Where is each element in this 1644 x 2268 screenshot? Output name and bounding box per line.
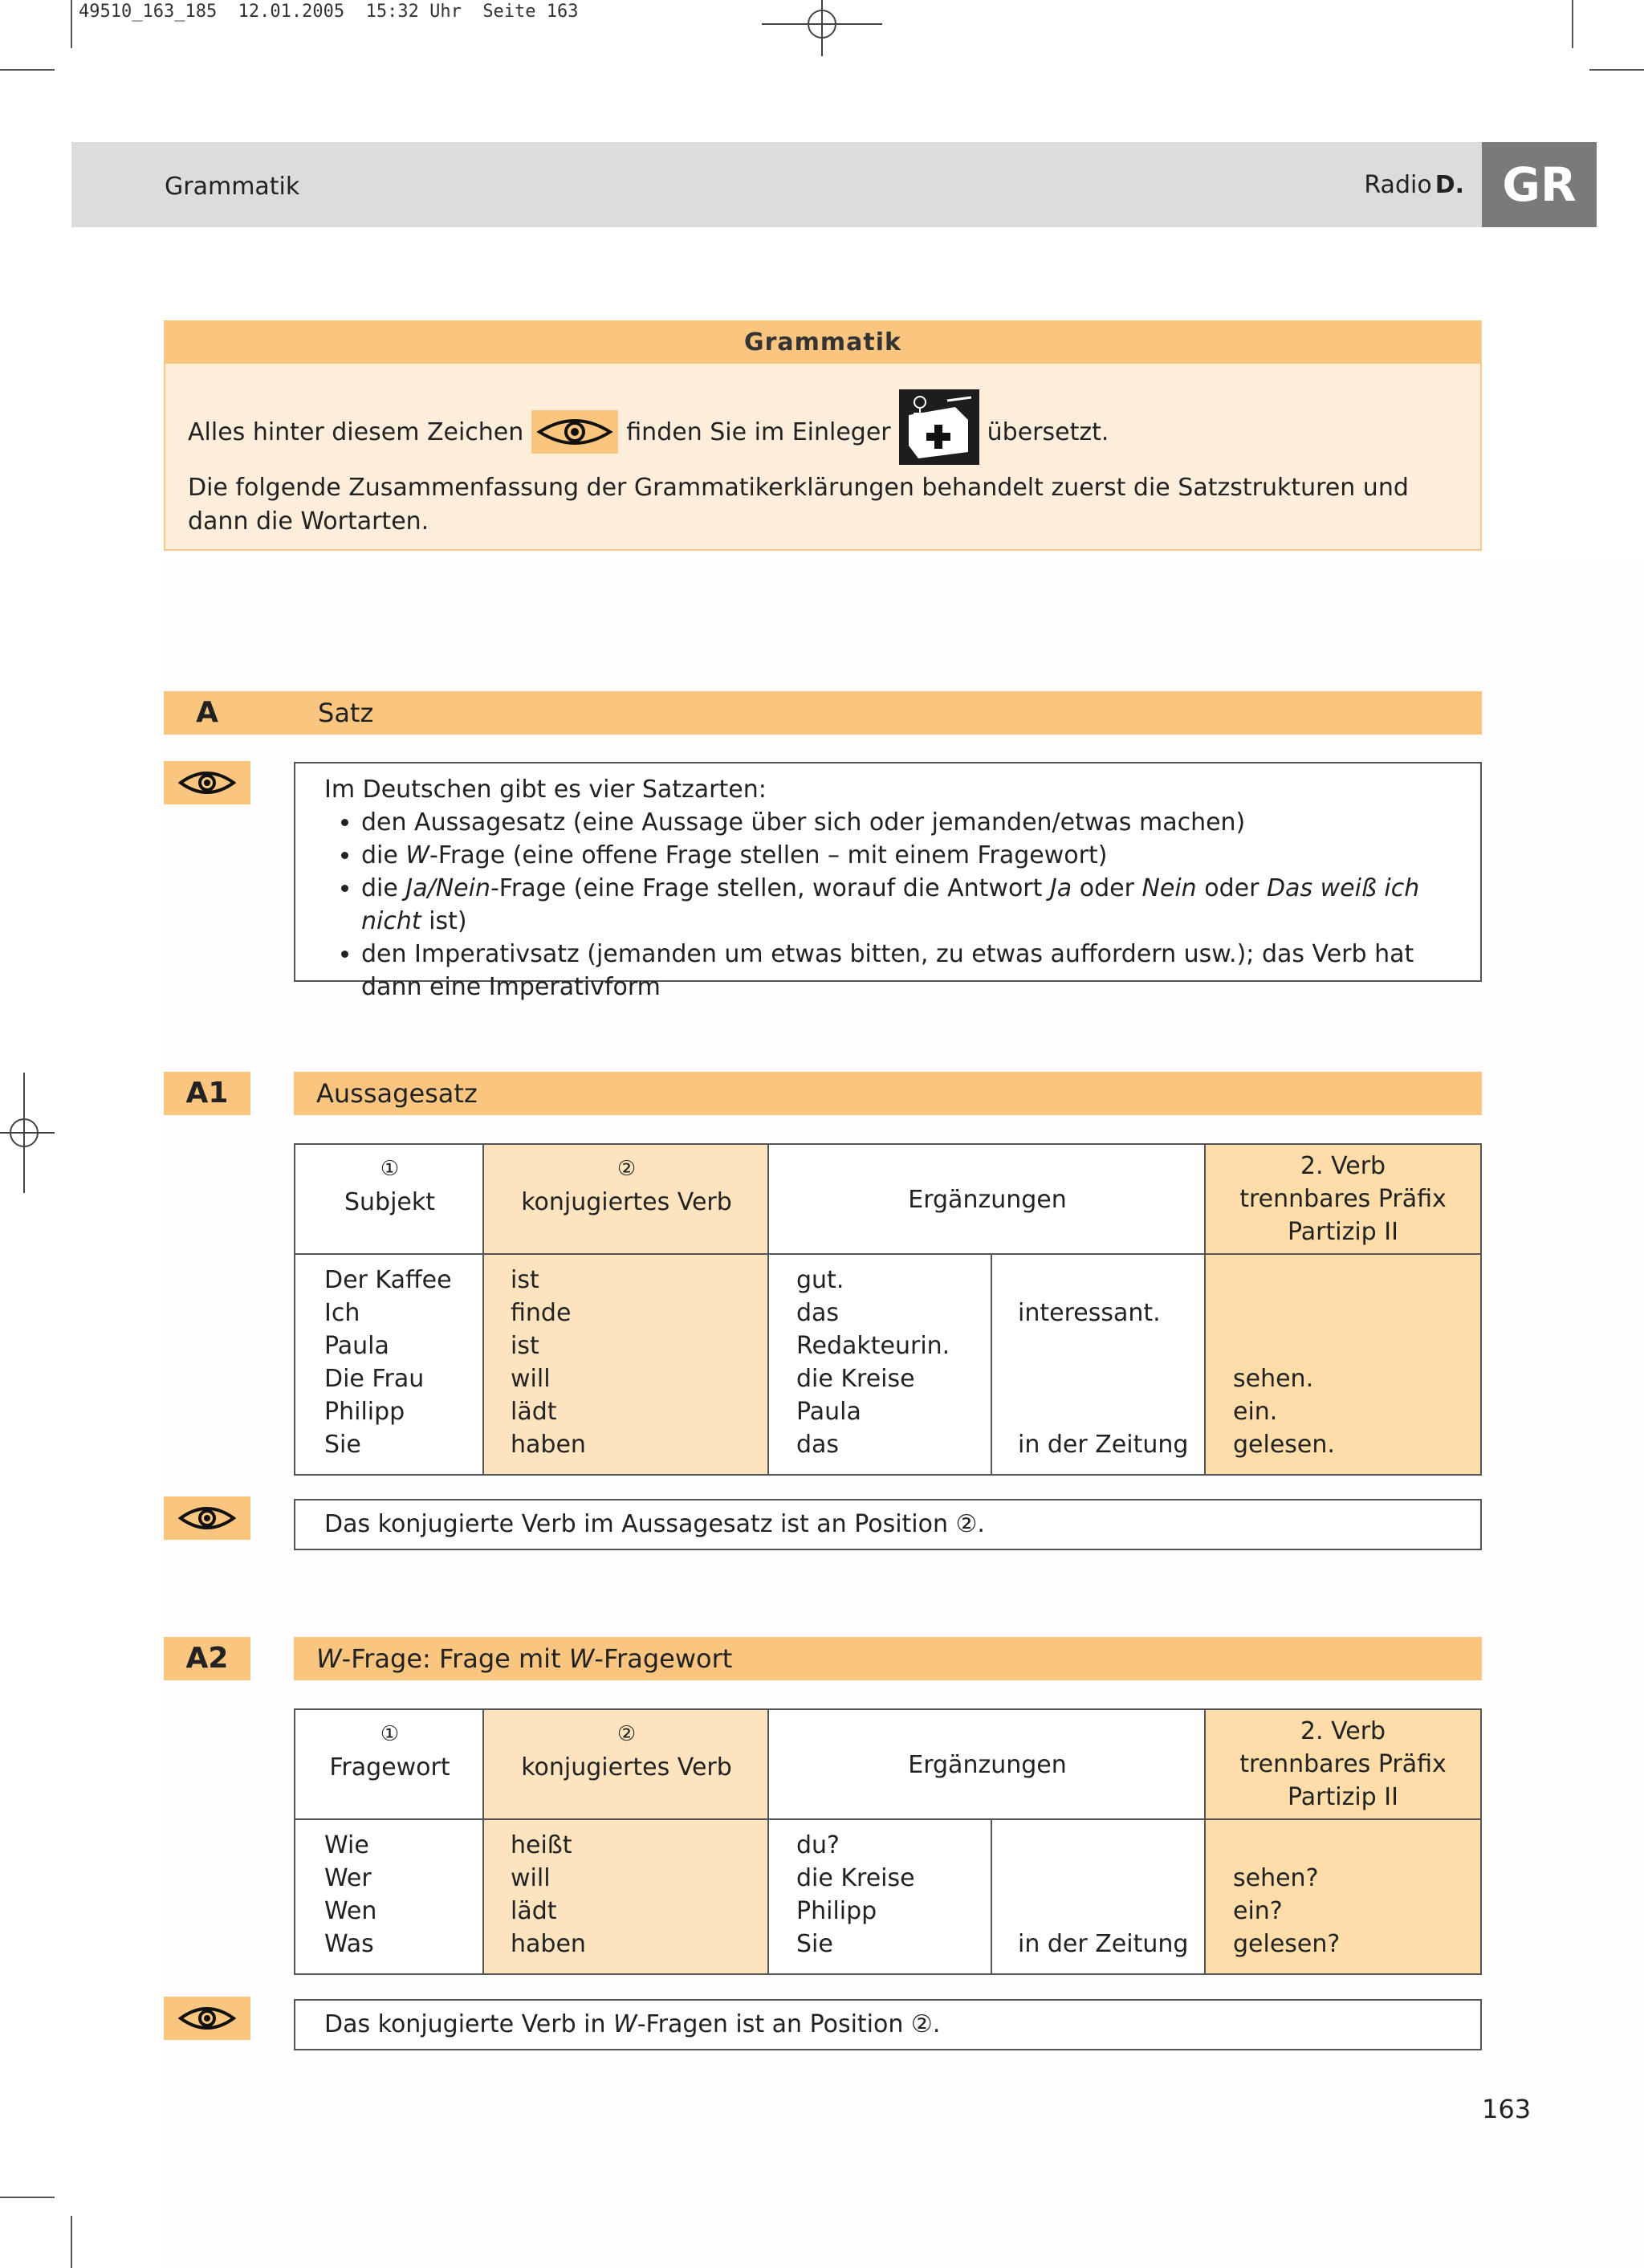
section-a-title: Satz xyxy=(318,698,374,728)
registration-line xyxy=(821,0,823,56)
list-item xyxy=(361,938,1451,1004)
header-label: 2. Verb xyxy=(1300,1717,1386,1745)
brand-prefix: Radio xyxy=(1364,171,1432,199)
crop-mark xyxy=(1572,0,1573,48)
header-cell xyxy=(295,1153,484,1219)
cell: gelesen? xyxy=(1233,1930,1341,1958)
cell: Wie xyxy=(324,1831,369,1859)
cell: ein. xyxy=(1233,1398,1278,1426)
print-slug: 49510_163_185 12.01.2005 15:32 Uhr Seite 163 xyxy=(79,2,579,22)
cell: in der Zeitung xyxy=(1018,1431,1189,1459)
cell: gut. xyxy=(796,1266,844,1294)
table-col-subject xyxy=(324,1264,452,1461)
cell: Sie xyxy=(324,1431,361,1459)
table-col-erg2 xyxy=(1018,1829,1188,1961)
cell xyxy=(1233,1329,1335,1362)
crop-mark xyxy=(71,0,72,48)
cell xyxy=(1233,1297,1335,1329)
cell: Redakteurin. xyxy=(796,1332,950,1360)
section-a1-label: A1 xyxy=(164,1072,250,1115)
registration-line xyxy=(0,1132,55,1134)
page-number: 163 xyxy=(1482,2094,1532,2124)
intro-text-middle: finden Sie im Einleger xyxy=(626,417,891,446)
intro-text-before: Alles hinter diesem Zeichen xyxy=(188,417,524,446)
intro-text-after: übersetzt. xyxy=(987,417,1109,446)
title-part: -Fragewort xyxy=(594,1643,733,1674)
cell: haben xyxy=(511,1431,586,1459)
eye-icon xyxy=(531,410,618,454)
list-item xyxy=(361,806,1451,839)
cell xyxy=(1018,1264,1188,1297)
note-part: Das konjugierte Verb in xyxy=(324,2010,614,2038)
table-col-sub xyxy=(991,1255,992,1474)
cell: will xyxy=(511,1365,551,1393)
crop-mark xyxy=(71,2216,72,2268)
eye-icon xyxy=(164,1496,250,1540)
section-a2-title xyxy=(294,1637,1482,1680)
crop-mark xyxy=(0,2197,55,2198)
table-col-frageword xyxy=(324,1829,376,1961)
intro-heading: Grammatik xyxy=(165,322,1480,364)
running-header xyxy=(71,142,1597,227)
list-item: • die W-Frage (eine offene Frage stellen – mit einem Fragewort) xyxy=(361,839,1451,872)
sentence-type-list xyxy=(332,806,1451,1004)
section-a1-title-bar xyxy=(294,1072,1482,1115)
section-a-label: A xyxy=(164,691,250,735)
position-number: ① xyxy=(380,1157,400,1181)
cell: die Kreise xyxy=(796,1365,915,1393)
intro-line-2: Die folgende Zusammenfassung der Grammatikerklärungen behandelt zuerst die Satzstrukturen und dann die Wortarten. xyxy=(188,474,1409,535)
cell xyxy=(1233,1264,1335,1297)
header-label: 2. Verb xyxy=(1300,1152,1386,1180)
cell xyxy=(1018,1395,1188,1428)
header-label: Subjekt xyxy=(344,1188,436,1216)
table-header-divider xyxy=(295,1818,1480,1820)
intro-box xyxy=(164,320,1482,551)
cell: Der Kaffee xyxy=(324,1266,452,1294)
a2-note xyxy=(294,1999,1482,2050)
header-label: Fragewort xyxy=(329,1753,450,1781)
brand-suffix: D. xyxy=(1434,171,1464,199)
table-col-erg2 xyxy=(1018,1264,1188,1461)
header-label: Partizip II xyxy=(1288,1783,1398,1811)
position-number: ② xyxy=(616,1157,637,1181)
section-a-content-box xyxy=(294,762,1482,1001)
eye-icon xyxy=(164,761,250,804)
section-a1-title: Aussagesatz xyxy=(316,1078,478,1109)
table-header-divider xyxy=(295,1253,1480,1255)
cell: Philipp xyxy=(796,1897,877,1925)
crop-mark xyxy=(0,69,55,71)
cell xyxy=(1018,1329,1188,1362)
list-item: • die Ja/Nein-Frage (eine Frage stellen, worauf die Antwort Ja oder Nein oder Das weiß ich nicht ist) xyxy=(361,872,1451,938)
cell: heißt xyxy=(511,1831,572,1859)
title-part: W xyxy=(316,1643,342,1674)
header-label: konjugiertes Verb xyxy=(521,1188,732,1216)
a1-note: Das konjugierte Verb im Aussagesatz ist an Position ②. xyxy=(294,1499,1482,1550)
cell: ein? xyxy=(1233,1897,1283,1925)
cell: die Kreise xyxy=(796,1864,915,1892)
cell: Philipp xyxy=(324,1398,405,1426)
eye-icon xyxy=(164,1997,250,2040)
cell: in der Zeitung xyxy=(1018,1930,1189,1958)
cell: das xyxy=(796,1431,840,1459)
cell: sehen. xyxy=(1233,1365,1314,1393)
table-col-verb2 xyxy=(1233,1829,1340,1961)
registration-line xyxy=(23,1073,25,1193)
header-label: Ergänzungen xyxy=(908,1751,1067,1779)
cell: Sie xyxy=(796,1930,833,1958)
cell: das xyxy=(796,1299,840,1327)
header-cell xyxy=(484,1718,769,1784)
cell: lädt xyxy=(511,1398,557,1426)
cell xyxy=(1233,1829,1340,1862)
cell: Die Frau xyxy=(324,1365,425,1393)
header-cell xyxy=(1206,1150,1480,1248)
header-label: konjugiertes Verb xyxy=(521,1753,732,1781)
cell: Wen xyxy=(324,1897,377,1925)
header-cell xyxy=(484,1153,769,1219)
cell: Paula xyxy=(324,1332,389,1360)
list-item-text: den Aussagesatz (eine Aussage über sich oder jemanden/etwas machen) xyxy=(361,808,1246,837)
intro-line-1 xyxy=(188,399,1109,465)
crop-mark xyxy=(1589,69,1644,71)
header-label: trennbares Präfix xyxy=(1239,1750,1447,1778)
title-part: -Frage: Frage mit xyxy=(341,1643,569,1674)
table-col-verb xyxy=(511,1264,586,1461)
w-frage-table xyxy=(294,1708,1482,1975)
list-item-text: den Imperativsatz (jemanden um etwas bitten, zu etwas auffordern usw.); das Verb hat dann eine Imperativform xyxy=(361,940,1414,1001)
section-a-intro: Im Deutschen gibt es vier Satzarten: xyxy=(324,776,767,804)
brand-logo xyxy=(1364,171,1464,199)
section-a2-title-bar xyxy=(294,1637,1482,1680)
header-cell xyxy=(769,1749,1206,1781)
cell: sehen? xyxy=(1233,1864,1319,1892)
cell xyxy=(1018,1862,1188,1895)
cell xyxy=(1018,1362,1188,1395)
section-code-badge: GR xyxy=(1482,142,1597,227)
cell: gelesen. xyxy=(1233,1431,1335,1459)
header-label: Ergänzungen xyxy=(908,1186,1067,1214)
cell: finde xyxy=(511,1299,572,1327)
cell: ist xyxy=(511,1332,539,1360)
title-part: W xyxy=(568,1643,595,1674)
cell: will xyxy=(511,1864,551,1892)
table-col-erg1 xyxy=(796,1829,915,1961)
cell: Was xyxy=(324,1930,374,1958)
header-label: trennbares Präfix xyxy=(1239,1185,1447,1213)
cell xyxy=(1018,1829,1188,1862)
note-part: W xyxy=(613,2010,637,2038)
note-part: -Fragen ist an Position ②. xyxy=(637,2010,941,2038)
section-a2-label: A2 xyxy=(164,1637,250,1680)
section-a-title-bar xyxy=(294,691,1482,735)
aussagesatz-table xyxy=(294,1143,1482,1476)
header-title: Grammatik xyxy=(165,173,300,201)
table-col-sub xyxy=(991,1820,992,1973)
header-cell xyxy=(1206,1715,1480,1814)
table-col-verb2 xyxy=(1233,1264,1335,1461)
cell: ist xyxy=(511,1266,539,1294)
cell: lädt xyxy=(511,1897,557,1925)
cell: Wer xyxy=(324,1864,372,1892)
header-cell xyxy=(295,1718,484,1784)
cell: du? xyxy=(796,1831,840,1859)
header-cell xyxy=(769,1183,1206,1216)
cell: haben xyxy=(511,1930,586,1958)
section-a-bar-fill xyxy=(250,691,294,735)
cell xyxy=(1018,1895,1188,1928)
position-number: ② xyxy=(616,1722,637,1746)
cell: interessant. xyxy=(1018,1299,1161,1327)
table-col-erg1 xyxy=(796,1264,950,1461)
table-col-verb xyxy=(511,1829,586,1961)
cell: Paula xyxy=(796,1398,861,1426)
booklet-icon xyxy=(899,389,979,465)
cell: Ich xyxy=(324,1299,360,1327)
position-number: ① xyxy=(380,1722,400,1746)
header-label: Partizip II xyxy=(1288,1218,1398,1246)
